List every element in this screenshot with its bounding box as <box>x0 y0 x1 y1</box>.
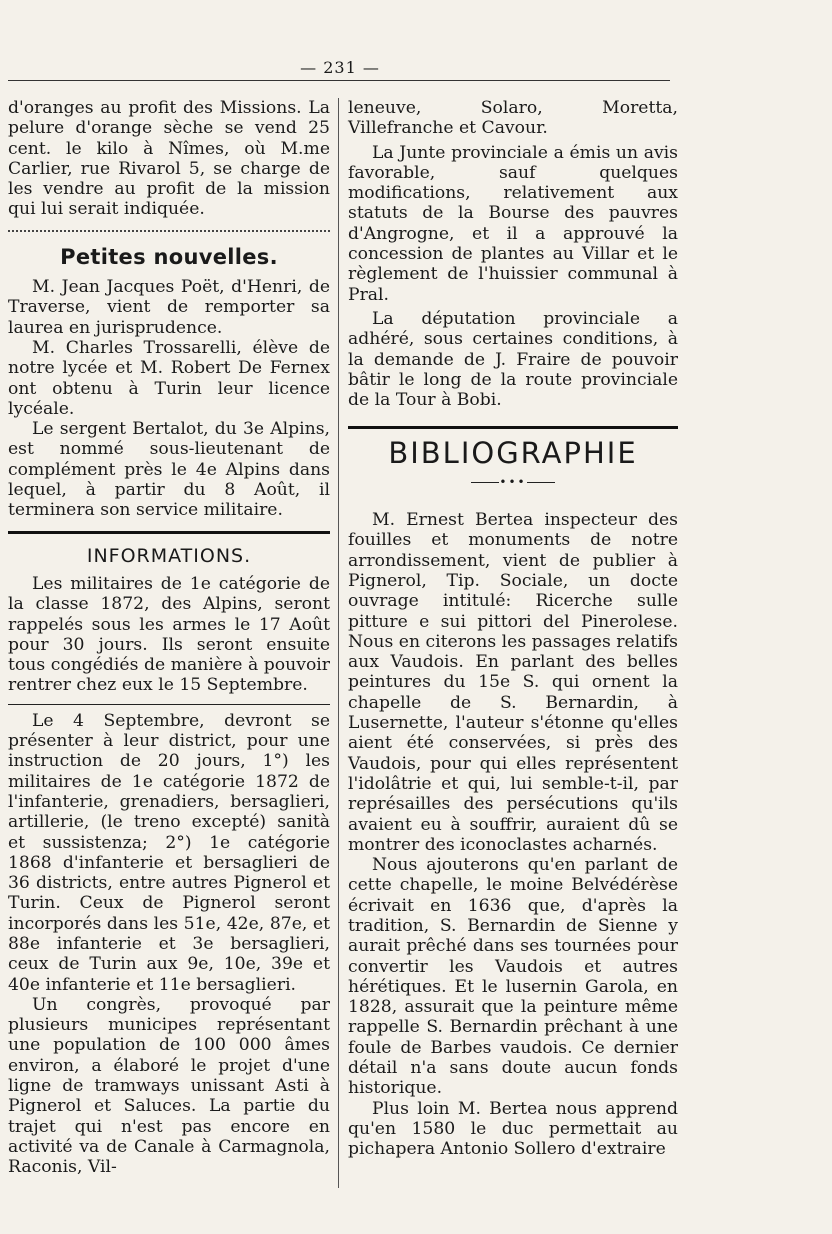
header-rule <box>8 80 670 81</box>
junte-paragraph: La Junte provinciale a émis un avis favorable, sauf quelques modifications, relativement aux statuts de la Bourse des pauvres d'Angrogne, et il a approuvé la concession de plantes au Villar et le règlement de l'huissier communal à Pral. <box>348 142 678 305</box>
biblio-paragraph-2: Nous ajouterons qu'en parlant de cette chapelle, le moine Belvédérèse écrivait en 1636 que, d'après la tradition, S. Bernardin de Sienne y aurait prêché dans ses tournées pour convertir les Vaudois et autres hérétiques. Et le lusernin Garola, en 1828, assurait que la peinture même rappelle S. Bernardin prêchant à une foule de Barbes vaudois. Ce dernier détail n'a sans doute aucun fonds historique. <box>348 855 678 1099</box>
petites-paragraph-3: Le sergent Bertalot, du 3e Alpins, est nommé sous-lieutenant de complément près le 4e Alpins dans lequel, à partir du 8 Août, il terminera son service militaire. <box>8 419 330 521</box>
thin-divider <box>8 704 330 705</box>
info-paragraph-3: Un congrès, provoqué par plusieurs municipes représentant une population de 100 000 âmes environ, a élaboré le projet d'une ligne de tramways unissant Asti à Pignerol et Saluces. La partie du trajet qui n'est pas encore en activité va de Canale à Carmagnola, Raconis, Vil- <box>8 994 330 1178</box>
thick-divider <box>8 531 330 534</box>
right-column <box>348 98 678 1160</box>
informations-title: INFORMATIONS. <box>86 544 252 567</box>
dotted-divider <box>8 230 330 235</box>
info-paragraph-2: Le 4 Septembre, devront se présenter à leur district, pour une instruction de 20 jours, 1°) les militaires de 1e catégorie 1872 de l'infanterie, grenadiers, bersaglieri, artillerie, (le treno excepté) sanità et sussistenza; 2°) 1e catégorie 1868 d'infanterie et bersaglieri de 36 districts, entre autres Pignerol et Turin. Ceux de Pignerol seront incorporés dans les 51e, 42e, 87e, et 88e infanterie et 3e bersaglieri, ceux de Turin aux 9e, 10e, 39e et 40e infanterie et 11e bersaglieri. <box>8 710 330 995</box>
petites-nouvelles-title: Petites nouvelles. <box>60 244 278 269</box>
info-paragraph-1: Les militaires de 1e catégorie de la classe 1872, des Alpins, seront rappelés sous les armes le 17 Août pour 30 jours. Ils seront ensuite tous congédiés de manière à pouvoir rentrer chez eux le 15 Septembre. <box>8 573 330 696</box>
petites-paragraph-1: M. Jean Jacques Poët, d'Henri, de Traverse, vient de remporter sa laurea en jurisprudence. <box>8 277 330 338</box>
petites-paragraph-2: M. Charles Trossarelli, élève de notre lycée et M. Robert De Fernex ont obtenu à Turin leur licence lycéale. <box>8 337 330 419</box>
ornament-divider: ••• <box>348 472 678 492</box>
column-divider <box>338 98 339 1188</box>
bibliographie-title: BIBLIOGRAPHIE <box>388 436 638 471</box>
deputation-paragraph: La députation provinciale a adhéré, sous certaines conditions, à la demande de J. Fraire de pouvoir bâtir le long de la route provinciale de la Tour à Bobi. <box>348 308 678 411</box>
thick-divider-right <box>348 426 678 429</box>
page-number: — 231 — <box>300 58 380 77</box>
intro-paragraph: d'oranges au profit des Missions. La pelure d'orange sèche se vend 25 cent. le kilo à Nîmes, où M.me Carlier, rue Rivarol 5, se charge de les vendre au profit de la mission qui lui serait indiquée. <box>8 98 330 220</box>
biblio-paragraph-1: M. Ernest Bertea inspecteur des fouilles et monuments de notre arrondissement, vient de publier à Pignerol, Tip. Sociale, un docte ouvrage intitulé: Ricerche sulle pitture e sui pittori del Pinerolese. Nous en citerons les passages relatifs aux Vaudois. En parlant des belles peintures du 15e S. qui ornent la chapelle de S. Bernardin, à Lusernette, l'auteur s'étonne qu'elles aient été conservées, si près des Vaudois, pour qui elles représentent l'idolâtrie et qui, lui semble-t-il, par représailles des persécutions qu'ils avaient eu à souffrir, auraient dû se montrer des iconoclastes acharnés. <box>348 510 678 855</box>
left-column <box>8 98 330 1178</box>
biblio-paragraph-3: Plus loin M. Bertea nous apprend qu'en 1580 le duc permettait au pichapera Antonio Sollero d'extraire <box>348 1098 678 1160</box>
continuation-paragraph: leneuve, Solaro, Moretta, Villefranche et Cavour. <box>348 98 678 139</box>
